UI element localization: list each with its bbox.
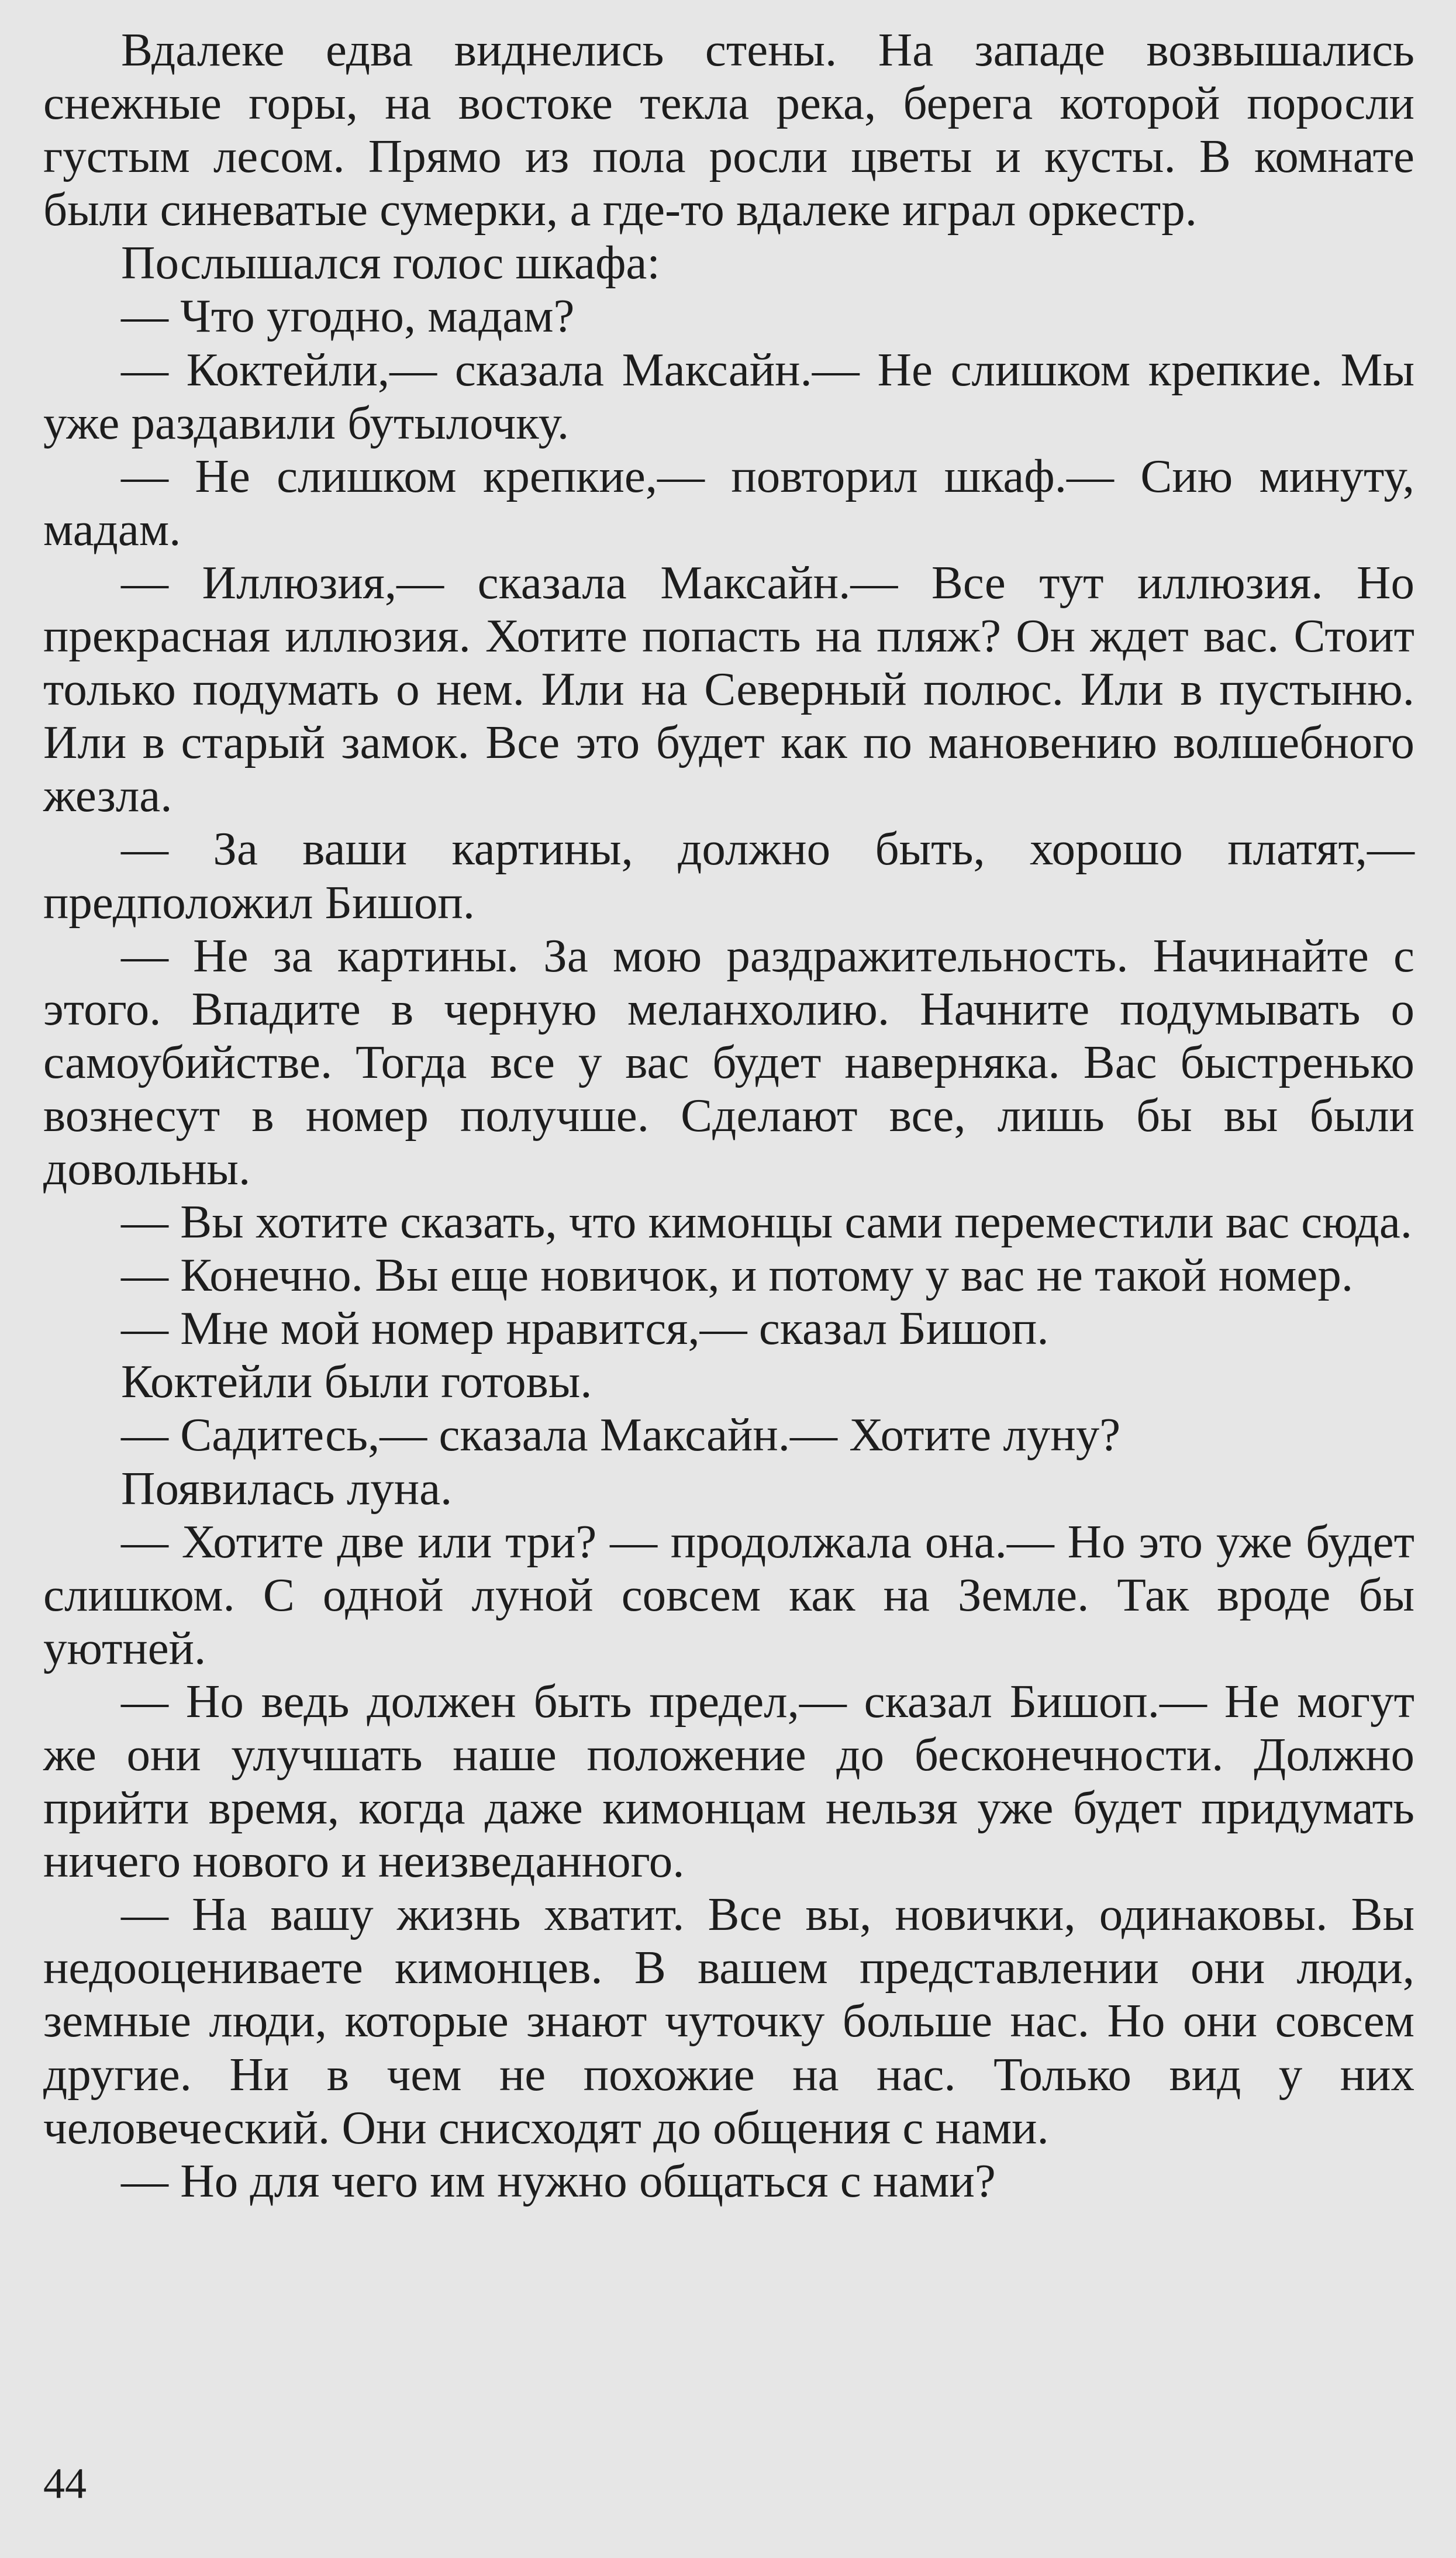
paragraph: — Что угодно, мадам? (121, 289, 575, 343)
paragraph: Послышался голос шкафа: (121, 236, 660, 289)
paragraph: — Иллюзия,— сказала Максайн.— Все тут иллюзия. Но прекрасная иллюзия. Хотите попасть на пляж? Он ждет вас. Стоит только подумать о нем. Или на Северный полюс. Или в пустыню. Или в старый замок. Все это будет как по мановению волшебного жезла. (43, 556, 1414, 822)
paragraph: — Конечно. Вы еще новичок, и потому у вас не такой номер. (121, 1249, 1354, 1302)
paragraph: — Не слишком крепкие,— повторил шкаф.— Сию минуту, мадам. (43, 449, 1414, 556)
paragraph: — Хотите две или три? — продолжала она.— Но это уже будет слишком. С одной луной совсем как на Земле. Так вроде бы уютней. (43, 1515, 1414, 1674)
paragraph: Коктейли были готовы. (121, 1355, 592, 1408)
paragraph: — На вашу жизнь хватит. Все вы, новички, одинаковы. Вы недооцениваете кимонцев. В вашем представлении они люди, земные люди, которые знают чуточку больше нас. Но они совсем другие. Ни в чем не похожие на нас. Только вид у них человеческий. Они снисходят до общения с нами. (43, 1888, 1414, 2154)
paragraph: — Коктейли,— сказала Максайн.— Не слишком крепкие. Мы уже раздавили бутылочку. (43, 343, 1414, 449)
paragraph: — Но ведь должен быть предел,— сказал Бишоп.— Не могут же они улучшать наше положение до бесконечности. Должно прийти время, когда даже кимонцам нельзя уже будет придумать ничего нового и неизведанного. (43, 1674, 1414, 1888)
paragraph: — Мне мой номер нравится,— сказал Бишоп. (121, 1302, 1049, 1355)
page-number: 44 (43, 2460, 87, 2508)
body-text (43, 23, 1414, 2208)
paragraph: Появилась луна. (121, 1461, 453, 1515)
paragraph: — Не за картины. За мою раздражительность. Начинайте с этого. Впадите в черную меланхолию. Начните подумывать о самоубийстве. Тогда все у вас будет наверняка. Вас быстренько вознесут в номер получше. Сделают все, лишь бы вы были довольны. (43, 929, 1414, 1195)
paragraph: — Но для чего им нужно общаться с нами? (121, 2154, 996, 2207)
paragraph: — Вы хотите сказать, что кимонцы сами переместили вас сюда. (121, 1195, 1413, 1249)
paragraph: — Садитесь,— сказала Максайн.— Хотите луну? (121, 1408, 1121, 1461)
paragraph: — За ваши картины, должно быть, хорошо платят,— предположил Бишоп. (43, 822, 1414, 929)
paragraph: Вдалеке едва виднелись стены. На западе возвышались снежные горы, на востоке текла река, берега которой поросли густым лесом. Прямо из пола росли цветы и кусты. В комнате были синеватые сумерки, а где-то вдалеке играл оркестр. (43, 23, 1414, 236)
